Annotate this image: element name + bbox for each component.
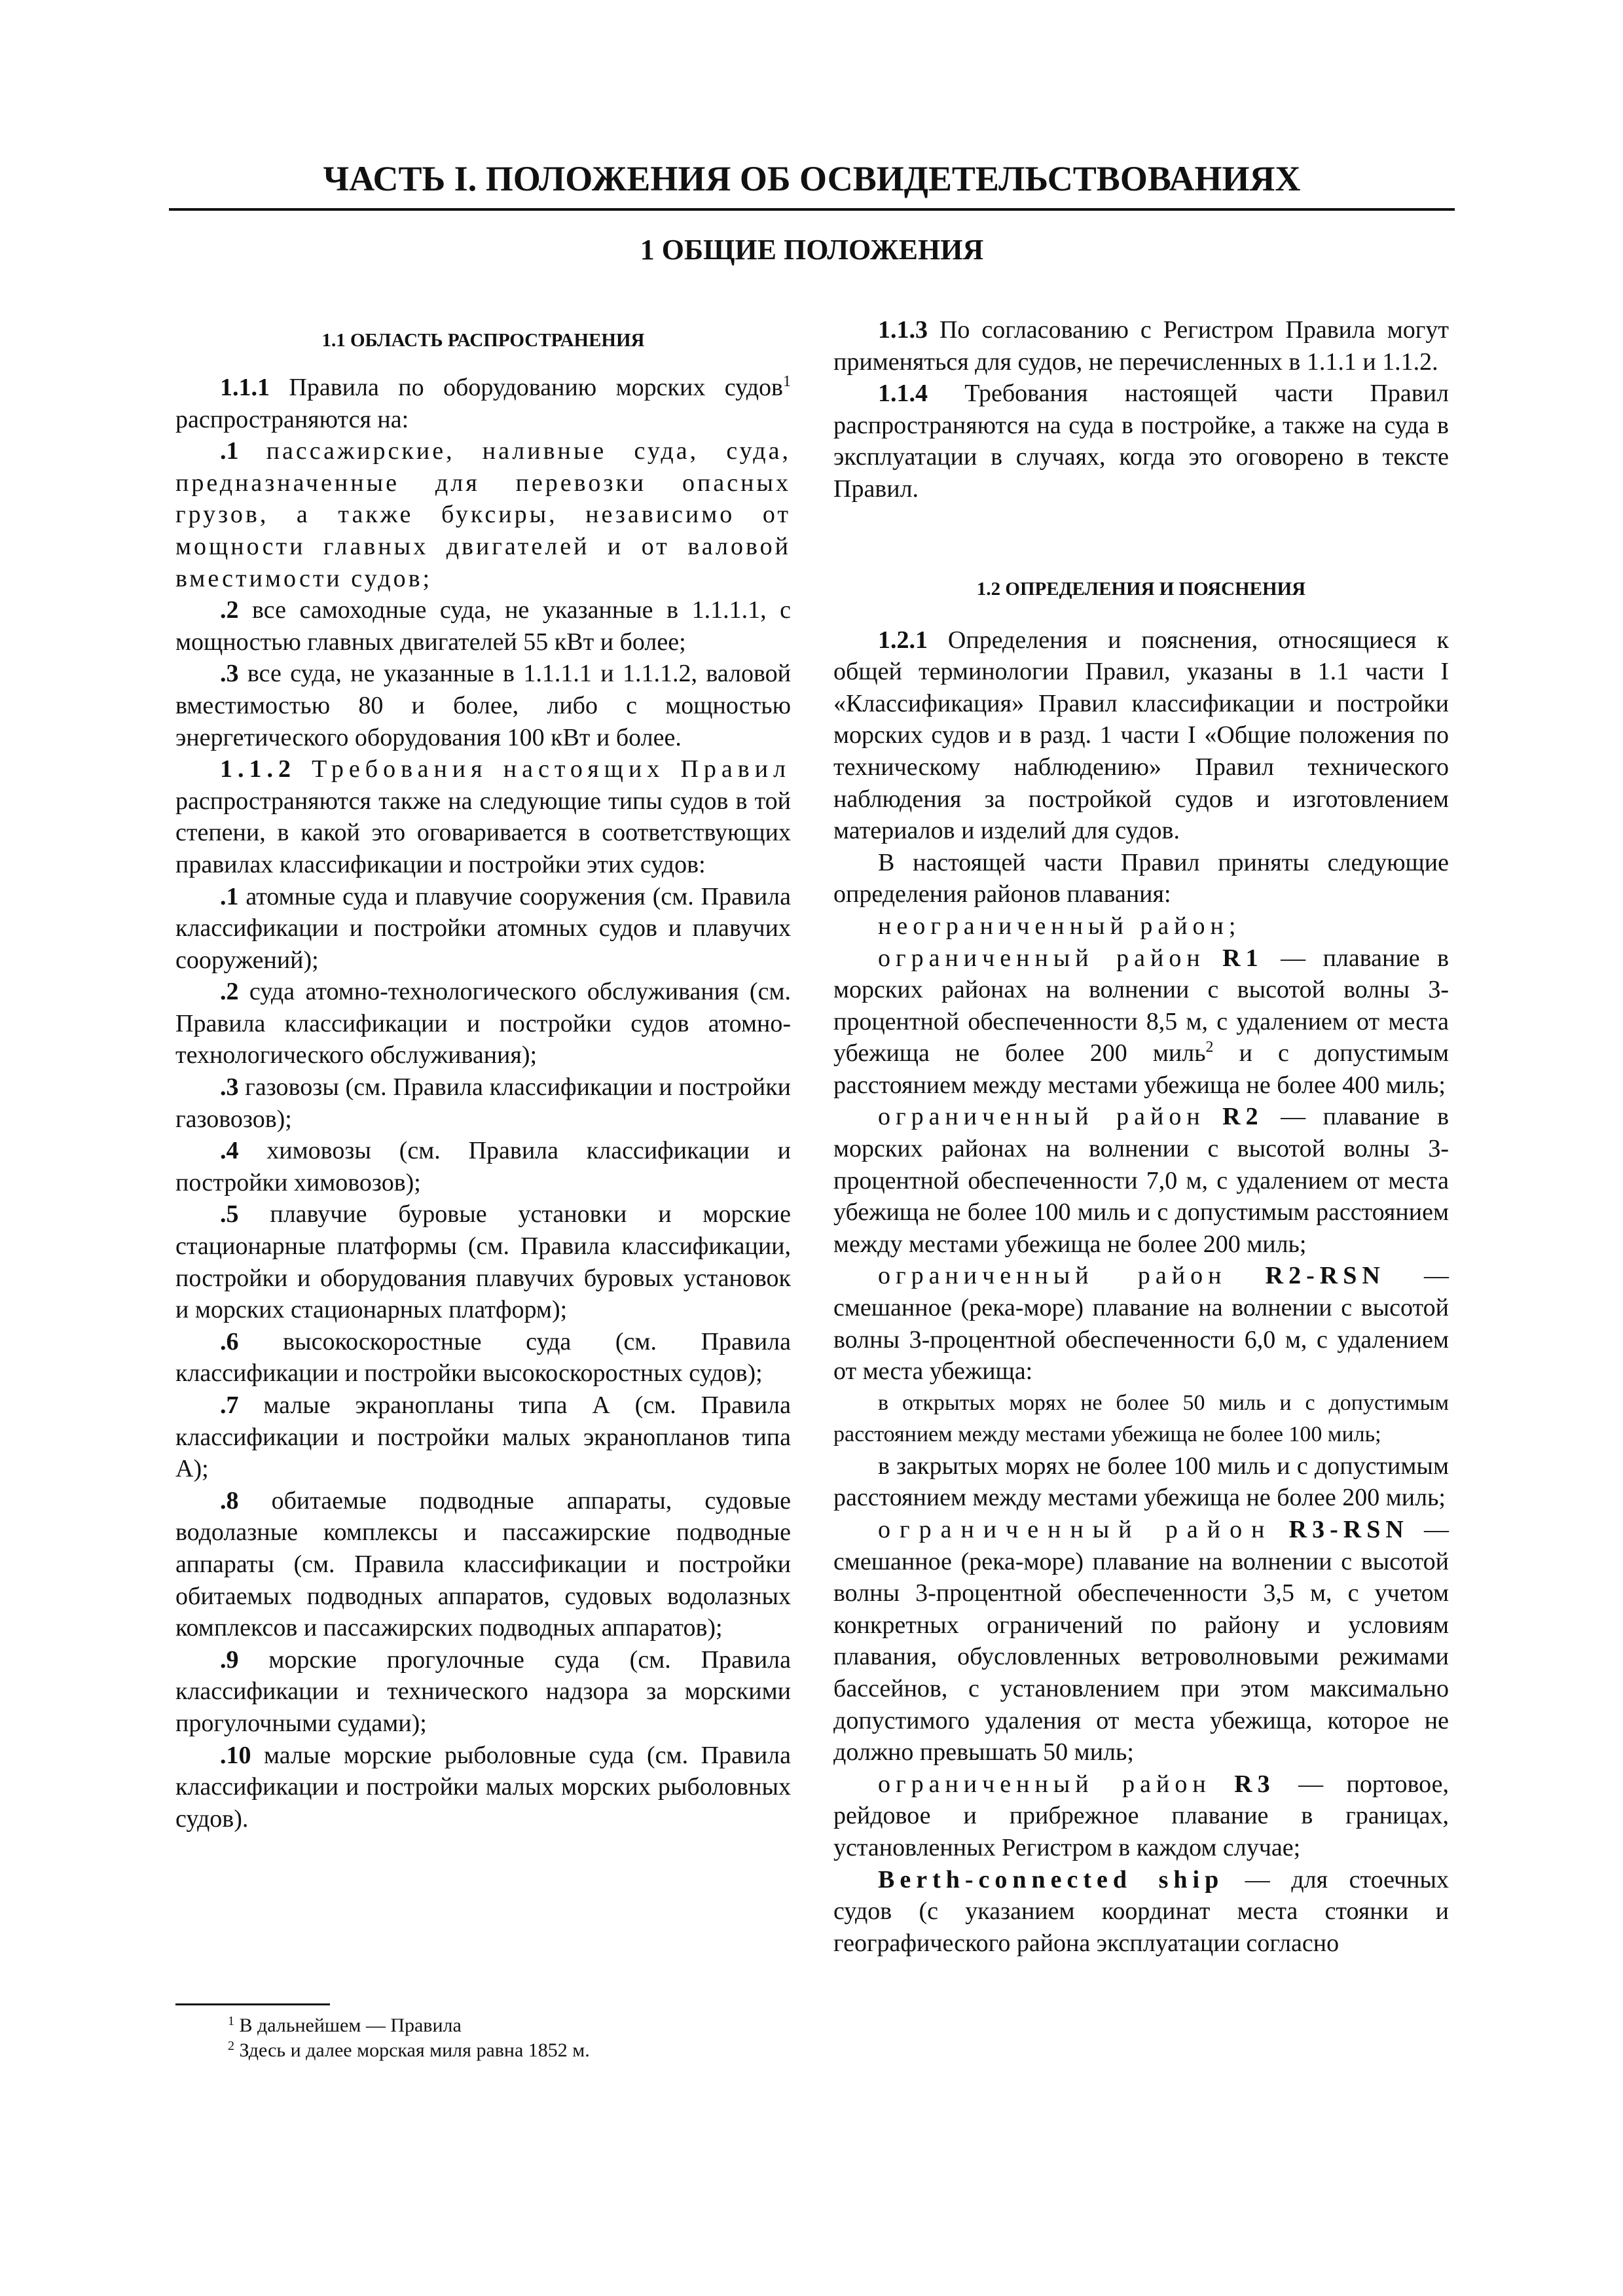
- definition-unlimited: неограниченный район;: [878, 912, 1241, 940]
- paragraph-1-1-3: 1.1.3 По согласованию с Регистром Правила могут применяться для судов, не перечисленных в 1.1.1 и 1.1.2.: [833, 316, 1449, 376]
- list-item: .8 обитаемые подводные аппараты, судовые водолазные комплексы и пассажирские подводные аппараты (см. Правила классификации и постройки обитаемых подводных аппаратов, судовых водолазных комплексов и пассажирских подводных аппаратов);: [175, 1486, 791, 1642]
- paragraph-1-2-1: 1.2.1 Определения и пояснения, относящиеся к общей терминологии Правил, указаны в 1.1 части I «Классификация» Правил классификации и постройки морских судов и в разд. 1 части I «Общие положения по техническому наблюдению» Правил технического наблюдения за постройкой судов и изготовлением материалов и изделий для судов.: [833, 626, 1449, 845]
- list-item: .9 морские прогулочные суда (см. Правила классификации и технического надзора за морскими прогулочными судами);: [175, 1645, 791, 1737]
- paragraph-1-1-1: 1.1.1 Правила по оборудованию морских судов$^1$ распространяются на:: [175, 373, 791, 433]
- section-title-1-1: 1.1 ОБЛАСТЬ РАСПРОСТРАНЕНИЯ: [321, 330, 645, 351]
- definition-r2-rsn: ограниченный район R2-RSN — смешанное (река-море) плавание на волнении с высотой волны 3-процентной обеспеченности 6,0 м, с удалением от места убежища:: [833, 1262, 1450, 1386]
- part-title: ЧАСТЬ I. ПОЛОЖЕНИЯ ОБ ОСВИДЕТЕЛЬСТВОВАНИЯХ: [323, 159, 1301, 198]
- list-item: .5 плавучие буровые установки и морские стационарные платформы (см. Правила классификации, постройки и оборудования плавучих буровых установок и морских стационарных платформ);: [175, 1200, 791, 1324]
- definition-r3: ограниченный район R3 — портовое, рейдовое и прибрежное плавание в границах, установленных Регистром в каждом случае;: [833, 1770, 1449, 1861]
- list-item: .1 атомные суда и плавучие сооружения (см. Правила классификации и постройки атомных судов и плавучих сооружений);: [175, 882, 791, 974]
- list-item: .2 суда атомно-технологического обслуживания (см. Правила классификации и постройки судов атомно-технологического обслуживания);: [175, 978, 791, 1069]
- paragraph-1-1-2: 1.1.2 Требования настоящих Правил распространяются также на следующие типы судов в той степени, в какой это оговаривается в соответствующих правилах классификации и постройки этих судов:: [175, 755, 791, 878]
- definitions-intro: В настоящей части Правил приняты следующие определения районов плавания:: [833, 848, 1449, 908]
- list-item: .3 все суда, не указанные в 1.1.1.1 и 1.1.1.2, валовой вместимостью 80 и более, либо с мощностью энергетического оборудования 100 кВт и более.: [175, 660, 791, 751]
- footnote-1: $^1$ В дальнейшем — Правила: [228, 2014, 462, 2036]
- definition-r1: ограниченный район R1 — плавание в морских районах на волнении с высотой волны 3-процентной обеспеченности 8,5 м, с удалением от места убежища не более 200 миль$^2$ и с допустимым расстоянием между местами убежища не более 400 миль;: [833, 944, 1450, 1099]
- paragraph-1-1-4: 1.1.4 Требования настоящей части Правил распространяются на суда в постройке, а также на суда в эксплуатации в случаях, когда это оговорено в тексте Правил.: [833, 380, 1449, 503]
- definition-open-seas: в открытых морях не более 50 миль и с допустимым расстоянием между местами убежища не более 100 миль;: [833, 1390, 1449, 1446]
- list-item: .7 малые экранопланы типа А (см. Правила классификации и постройки малых экранопланов типа А);: [175, 1391, 791, 1483]
- definition-r2: ограниченный район R2 — плавание в морских районах на волнении с высотой волны 3-процентной обеспеченности 7,0 м, с удалением от места убежища не более 100 миль и с допустимым расстоянием между местами убежища не более 200 миль;: [833, 1103, 1450, 1258]
- left-column: [175, 327, 791, 1835]
- section-title-1-2: 1.2 ОПРЕДЕЛЕНИЯ И ПОЯСНЕНИЯ: [976, 578, 1306, 600]
- footnotes: [175, 2013, 791, 2063]
- list-item: .2 все самоходные суда, не указанные в 1.1.1.1, с мощностью главных двигателей 55 кВт и более;: [175, 596, 791, 656]
- footnote-rule: [175, 2003, 330, 2005]
- right-column: [833, 314, 1449, 1959]
- footnote-2: $^2$ Здесь и далее морская миля равна 1852 м.: [228, 2039, 590, 2061]
- list-item: .4 химовозы (см. Правила классификации и постройки химовозов);: [175, 1137, 791, 1196]
- definition-closed-seas: в закрытых морях не более 100 миль и с допустимым расстоянием между местами убежища не более 200 миль;: [833, 1452, 1449, 1512]
- title-rule: [169, 208, 1455, 211]
- footnote-ref-1: 1: [783, 373, 791, 390]
- list-item: .1 пассажирские, наливные суда, суда, предназначенные для перевозки опасных грузов, а также буксиры, независимо от мощности главных двигателей и от валовой вместимости судов;: [175, 437, 791, 592]
- definition-r3-rsn: ограниченный район R3-RSN — смешанное (река-море) плавание на волнении с высотой волны 3-процентной обеспеченности 3,5 м, с учетом конкретных ограничений по району и условиям плавания, обусловленных ветроволновыми режимами бассейнов, с установлением при этом максимально допустимого удаления от места убежища, которое не должно превышать 50 миль;: [833, 1516, 1450, 1767]
- list-item: .10 малые морские рыболовные суда (см. Правила классификации и постройки малых морских рыболовных судов).: [175, 1741, 791, 1833]
- footnote-ref-2: 2: [1205, 1039, 1214, 1056]
- list-item: .3 газовозы (см. Правила классификации и постройки газовозов);: [175, 1073, 791, 1133]
- definition-berth-connected: Berth-connected ship — для стоечных судов (с указанием координат места стоянки и географического района эксплуатации согласно: [833, 1865, 1450, 1957]
- list-item: .6 высокоскоростные суда (см. Правила классификации и постройки высокоскоростных судов);: [175, 1327, 791, 1388]
- chapter-title: 1 ОБЩИЕ ПОЛОЖЕНИЯ: [640, 234, 984, 266]
